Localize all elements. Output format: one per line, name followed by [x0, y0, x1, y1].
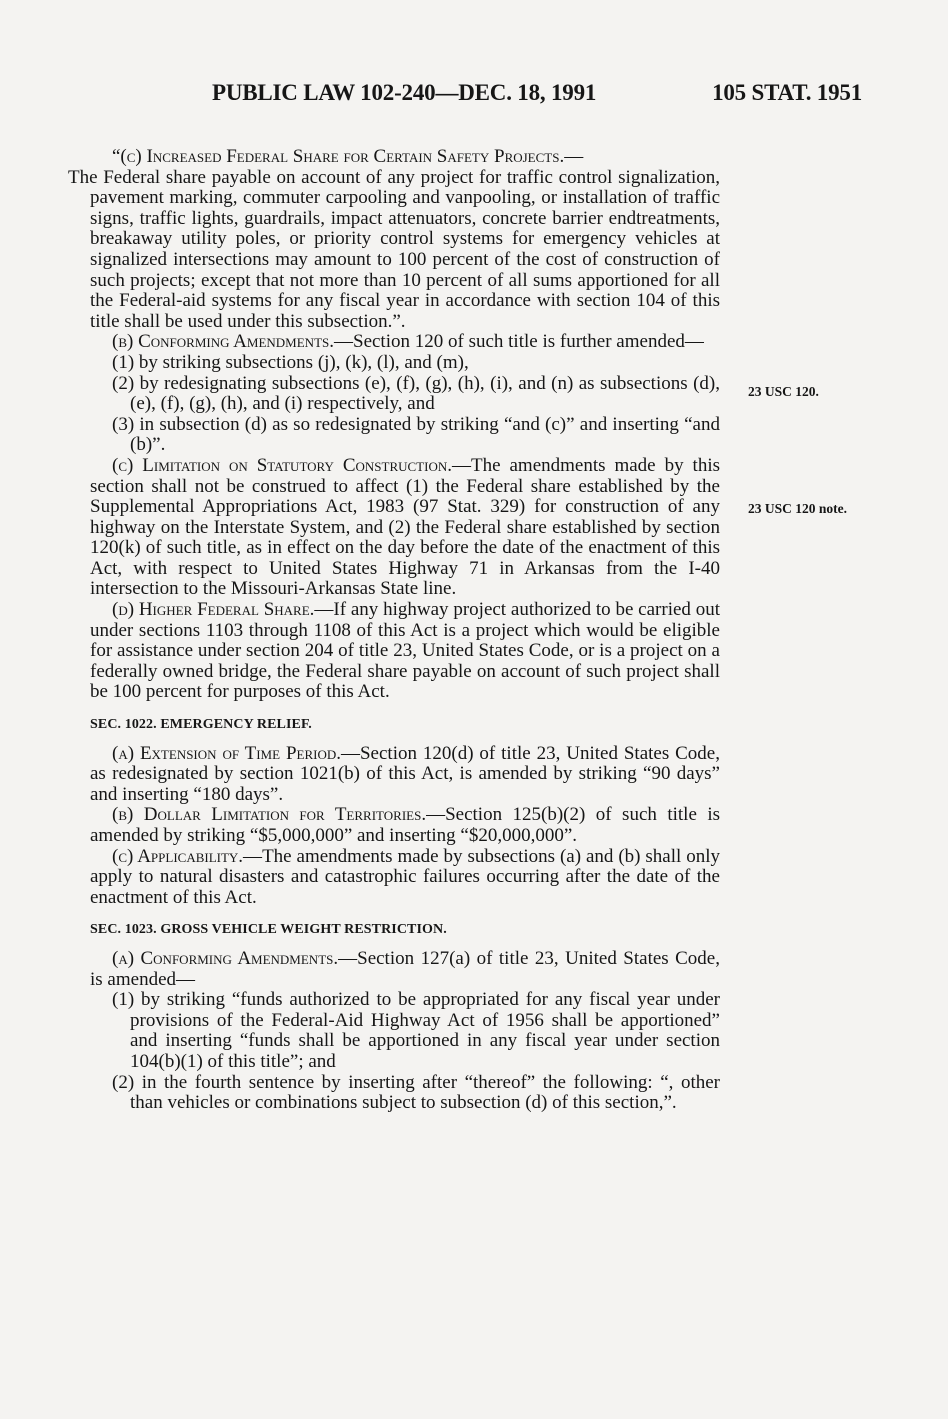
heading-gvw-conforming: (a) Conforming Amendments.— — [112, 947, 358, 969]
heading-dollar-limitation: (b) Dollar Limitation for Territories.— — [112, 804, 446, 826]
header-stat-page: 105 STAT. 1951 — [712, 80, 862, 105]
heading-higher-federal-share: (d) Higher Federal Share.— — [112, 599, 334, 621]
list-item-g2: (2) in the fourth sentence by inserting after “thereof” the following: “, other than vehicles or combinations subject to subsection (d) of this section,”. — [112, 1071, 720, 1114]
paragraph-limitation-statutory-construction: (c) Limitation on Statutory Construction.—The amendments made by this section shall not be construed to affect (1) the Federal share established by the Supplemental Appropriations Act, 1983 (97 Stat. 329) for construction of any highway on the Interstate System, and (2) the Federal share established by section 120(k) of such title, as in effect on the day before the date of the enactment of this Act, with respect to United States Highway 71 in Arkansas from the I-40 intersection to the Missouri-Arkansas State line. — [90, 454, 720, 600]
heading-conforming-amendments: (b) Conforming Amendments.— — [112, 331, 353, 353]
margin-note-usc-120-note: 23 USC 120 note. — [748, 501, 848, 516]
paragraph-applicability: (c) Applicability.—The amendments made by subsections (a) and (b) shall only apply to natural disasters and catastrophic failures occurring after the date of the enactment of this Act. — [90, 845, 720, 908]
list-item-b3: (3) in subsection (d) as so redesignated by striking “and (c)” and inserting “and (b)”. — [112, 413, 720, 456]
document-body — [68, 146, 720, 1114]
paragraph-gvw-conforming: (a) Conforming Amendments.—Section 127(a) of title 23, United States Code, is amended— — [90, 947, 720, 990]
page-header — [90, 80, 862, 112]
heading-applicability: (c) Applicability.— — [112, 845, 263, 867]
list-item-b1: (1) by striking subsections (j), (k), (l), and (m), — [112, 351, 469, 373]
paragraph-increased-federal-share: “(c) Increased Federal Share for Certain Safety Projects.— The Federal share payable on account of any project for traffic control signalization, pavement marking, commuter carpooling and vanpooling, or installation of traffic signs, traffic lights, guardrails, impact attenuators, concrete barrier endtreatments, breakaway utility poles, or priority control systems for emergency vehicles at signalized intersections may amount to 100 percent of the cost of construction of such projects; except that not more than 10 percent of all sums apportioned for all the Federal-aid systems for any fiscal year in accordance with section 104 of this title shall be used under this subsection.”. — [68, 146, 720, 332]
list-item-b2: (2) by redesignating subsections (e), (f), (g), (h), (i), and (n) as subsections (d), (e), (f), (g), (h), and (i) respectively, and — [112, 372, 720, 415]
heading-extension: (a) Extension of Time Period.— — [112, 742, 360, 764]
paragraph-dollar-limitation: (b) Dollar Limitation for Territories.—Section 125(b)(2) of such title is amended by striking “$5,000,000” and inserting “$20,000,000”. — [90, 804, 720, 846]
margin-note-usc-120: 23 USC 120. — [748, 384, 819, 399]
paragraph-extension-time-period: (a) Extension of Time Period.—Section 120(d) of title 23, United States Code, as redesignated by section 1021(b) of this Act, is amended by striking “90 days” and inserting “180 days”. — [90, 742, 720, 805]
header-law-date: PUBLIC LAW 102-240—DEC. 18, 1991 — [212, 80, 597, 105]
section-heading-1023: SEC. 1023. GROSS VEHICLE WEIGHT RESTRICTION. — [90, 922, 447, 938]
list-item-g1: (1) by striking “funds authorized to be appropriated for any fiscal year under provisions of the Federal-Aid Highway Act of 1956 shall be apportioned” and inserting “funds shall be apportioned in any fiscal year under section 104(b)(1) of this title”; and — [112, 989, 720, 1072]
paragraph-conforming-amendments: (b) Conforming Amendments.—Section 120 of such title is further amended— — [112, 331, 704, 353]
section-heading-1022: SEC. 1022. EMERGENCY RELIEF. — [90, 717, 312, 733]
heading-limitation: (c) Limitation on Statutory Construction.— — [112, 454, 471, 476]
heading-increased-federal-share: “(c) Increased Federal Share for Certain Safety Projects.— — [112, 146, 584, 167]
paragraph-higher-federal-share: (d) Higher Federal Share.—If any highway project authorized to be carried out under sections 1103 through 1108 of this Act is a project which would be eligible for assistance under section 204 of title 23, United States Code, or is a project on a federally owned bridge, the Federal share payable on account of such project shall be 100 percent for purposes of this Act. — [90, 599, 720, 703]
